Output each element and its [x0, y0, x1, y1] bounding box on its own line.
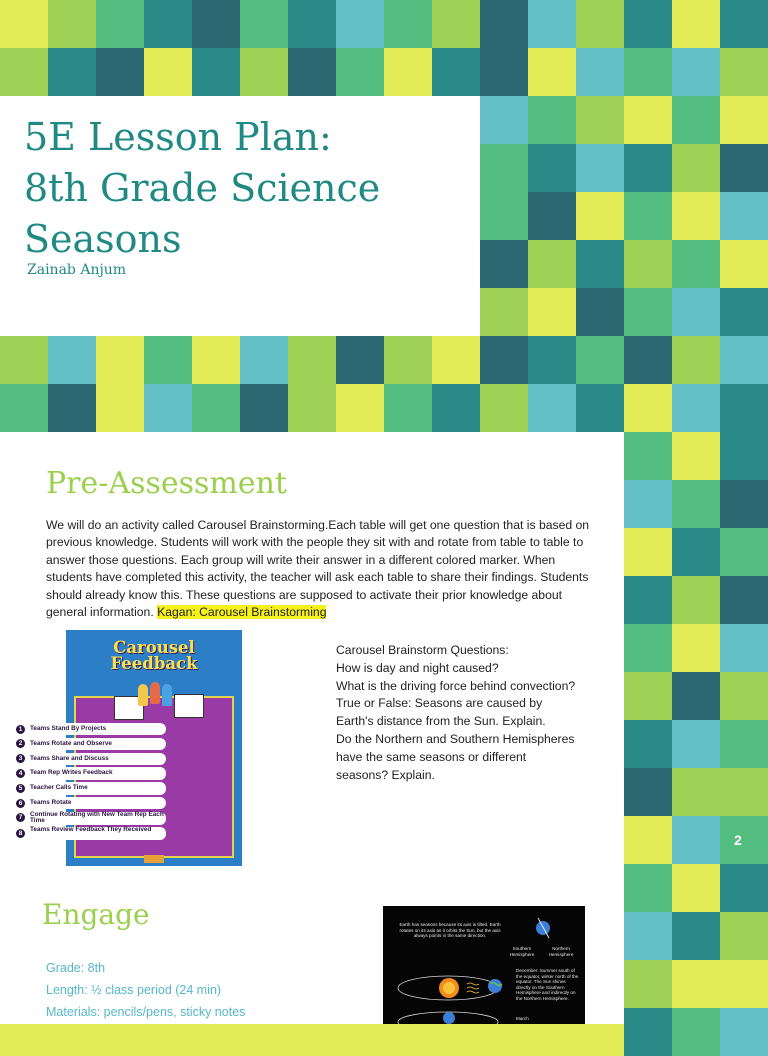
mosaic-tile	[720, 816, 768, 864]
mosaic-tile	[720, 48, 768, 96]
mosaic-tile	[624, 144, 672, 192]
poster-step-number: 6	[16, 799, 25, 808]
mosaic-tile	[96, 48, 144, 96]
mosaic-tile	[576, 240, 624, 288]
mosaic-tile	[0, 336, 48, 384]
title-line-1: 5E Lesson Plan:	[24, 115, 332, 159]
mosaic-tile	[720, 576, 768, 624]
march-note: March	[516, 1016, 529, 1021]
mosaic-tile	[480, 96, 528, 144]
mosaic-tile	[624, 816, 672, 864]
poster-step	[14, 753, 166, 765]
mosaic-tile	[480, 0, 528, 48]
seasons-diagram	[383, 906, 585, 1024]
mosaic-tile	[720, 336, 768, 384]
southern-hemisphere-label: Southern Hemisphere	[509, 946, 535, 957]
engage-details	[46, 957, 245, 1023]
mosaic-tile	[672, 144, 720, 192]
engage-grade: Grade: 8th	[46, 961, 106, 975]
mosaic-tile	[336, 0, 384, 48]
mosaic-tile	[336, 384, 384, 432]
mosaic-tile	[384, 336, 432, 384]
mosaic-tile	[624, 672, 672, 720]
mosaic-tile	[576, 48, 624, 96]
mosaic-tile	[432, 0, 480, 48]
mosaic-tile	[528, 192, 576, 240]
mosaic-tile	[192, 336, 240, 384]
mosaic-tile	[624, 480, 672, 528]
mosaic-tile	[576, 96, 624, 144]
mosaic-tile	[528, 144, 576, 192]
mosaic-tile	[240, 48, 288, 96]
mosaic-tile	[672, 336, 720, 384]
mosaic-tile	[0, 48, 48, 96]
mosaic-tile	[480, 192, 528, 240]
mosaic-tile	[720, 672, 768, 720]
poster-step-text: Teams Stand By Projects	[30, 725, 107, 732]
poster-step-text: Teams Share and Discuss	[30, 754, 109, 762]
mosaic-tile	[576, 336, 624, 384]
sun-core	[443, 982, 455, 994]
engage-length: Length: ½ class period (24 min)	[46, 983, 222, 997]
mosaic-tile	[96, 384, 144, 432]
mosaic-tile	[528, 336, 576, 384]
poster-step-text: Teams Rotate and Observe	[30, 739, 112, 747]
mosaic-tile	[432, 48, 480, 96]
poster-step-number: 4	[16, 769, 25, 778]
engage-heading: Engage	[42, 898, 150, 931]
page-number: 2	[734, 832, 742, 848]
poster-step-number: 3	[16, 754, 25, 763]
mosaic-tile	[624, 384, 672, 432]
mosaic-tile	[192, 384, 240, 432]
mosaic-tile	[720, 288, 768, 336]
mosaic-tile	[624, 720, 672, 768]
mosaic-tile	[192, 48, 240, 96]
question-line: True or False: Seasons are caused by	[336, 696, 543, 711]
poster-title-line-2: Feedback	[110, 654, 198, 673]
poster-steps-list	[14, 723, 166, 842]
poster-step-text: Teams Rotate	[30, 798, 72, 806]
mosaic-tile	[624, 528, 672, 576]
mosaic-tile	[720, 384, 768, 432]
mosaic-tile	[720, 192, 768, 240]
mosaic-tile	[720, 432, 768, 480]
mosaic-tile	[480, 384, 528, 432]
mosaic-tile	[672, 768, 720, 816]
mosaic-tile	[672, 576, 720, 624]
mosaic-tile	[624, 240, 672, 288]
earth-tilt-icon	[536, 921, 550, 935]
december-note: December: Summer south of the equator, winter north of the equator. The Sun shines directly on the Southern Hemisphere and indirectly on the Northern Hemisphere.	[516, 968, 579, 1001]
poster-step	[14, 797, 166, 809]
mosaic-tile	[672, 960, 720, 1008]
mosaic-tile	[96, 0, 144, 48]
poster-step-text: Continue Rotating with New Team Rep Each Time	[30, 810, 164, 825]
poster-title-line-1: Carousel	[113, 638, 195, 657]
pre-assessment-paragraph	[46, 517, 598, 621]
poster-person	[150, 682, 160, 704]
mosaic-tile	[720, 96, 768, 144]
mosaic-tile	[672, 864, 720, 912]
mosaic-tile	[624, 768, 672, 816]
poster-step	[14, 723, 166, 735]
question-line: Do the Northern and Southern Hemispheres	[336, 731, 575, 746]
mosaic-tile	[720, 912, 768, 960]
title-line-2: 8th Grade Science	[24, 166, 381, 210]
mosaic-tile	[288, 384, 336, 432]
mosaic-tile	[720, 960, 768, 1008]
question-line: Earth's distance from the Sun. Explain.	[336, 714, 546, 729]
sun-rays	[467, 983, 479, 993]
poster-step	[14, 827, 166, 840]
mosaic-tile	[672, 96, 720, 144]
poster-step-number: 2	[16, 739, 25, 748]
mosaic-tile	[624, 576, 672, 624]
mosaic-tile	[144, 48, 192, 96]
mosaic-tile	[576, 192, 624, 240]
mosaic-tile	[384, 0, 432, 48]
mosaic-tile	[0, 384, 48, 432]
poster-step-number: 5	[16, 784, 25, 793]
mosaic-tile	[624, 960, 672, 1008]
mosaic-tile	[672, 240, 720, 288]
mosaic-tile	[480, 336, 528, 384]
mosaic-tile	[288, 0, 336, 48]
poster-step-text: Teams Review Feedback They Received	[30, 826, 152, 834]
kagan-link[interactable]: Kagan: Carousel Brainstorming	[157, 605, 327, 620]
mosaic-tile	[672, 912, 720, 960]
mosaic-tile	[144, 384, 192, 432]
mosaic-tile	[240, 336, 288, 384]
mosaic-tile	[528, 96, 576, 144]
mosaic-tile	[624, 336, 672, 384]
mosaic-tile	[432, 384, 480, 432]
mosaic-tile	[672, 480, 720, 528]
mosaic-tile	[576, 144, 624, 192]
mosaic-tile	[624, 48, 672, 96]
mosaic-tile	[720, 1008, 768, 1056]
northern-hemisphere-label: Northern Hemisphere	[548, 946, 574, 957]
mosaic-tile	[624, 864, 672, 912]
diagram-graphics	[383, 906, 585, 1024]
mosaic-tile	[624, 1008, 672, 1056]
mosaic-tile	[528, 0, 576, 48]
mosaic-tile	[624, 0, 672, 48]
mosaic-tile	[480, 240, 528, 288]
mosaic-tile	[528, 384, 576, 432]
mosaic-tile	[96, 336, 144, 384]
mosaic-tile	[480, 48, 528, 96]
mosaic-tile	[288, 336, 336, 384]
mosaic-tile	[672, 624, 720, 672]
mosaic-tile	[144, 0, 192, 48]
poster-step	[14, 812, 166, 825]
mosaic-tile	[576, 288, 624, 336]
mosaic-tile	[48, 384, 96, 432]
mosaic-tile	[48, 0, 96, 48]
mosaic-tile	[624, 912, 672, 960]
mosaic-tile	[528, 48, 576, 96]
pre-assessment-heading: Pre-Assessment	[46, 466, 287, 501]
question-line: How is day and night caused?	[336, 660, 499, 675]
mosaic-tile	[720, 528, 768, 576]
mosaic-tile	[576, 0, 624, 48]
mosaic-tile	[144, 336, 192, 384]
poster-step	[14, 782, 166, 794]
mosaic-tile	[672, 0, 720, 48]
poster-step-number: 1	[16, 725, 25, 734]
mosaic-tile	[672, 432, 720, 480]
engage-materials: Materials: pencils/pens, sticky notes	[46, 1005, 246, 1019]
mosaic-tile	[720, 720, 768, 768]
mosaic-tile	[672, 816, 720, 864]
poster-step	[14, 767, 166, 779]
question-line: seasons? Explain.	[336, 767, 435, 782]
mosaic-tile	[672, 672, 720, 720]
mosaic-tile	[48, 336, 96, 384]
mosaic-tile	[624, 432, 672, 480]
mosaic-tile	[240, 384, 288, 432]
mosaic-tile	[576, 384, 624, 432]
mosaic-tile	[480, 288, 528, 336]
mosaic-tile	[240, 0, 288, 48]
title-line-3: Seasons	[24, 217, 182, 261]
mosaic-tile	[528, 288, 576, 336]
mosaic-tile	[336, 48, 384, 96]
poster-person	[162, 684, 172, 706]
page-title	[24, 112, 464, 265]
mosaic-tile	[720, 864, 768, 912]
mosaic-tile	[672, 528, 720, 576]
mosaic-tile	[336, 336, 384, 384]
mosaic-tile	[720, 624, 768, 672]
paragraph-text: We will do an activity called Carousel Brainstorming.Each table will get one question that is based on previous knowledge. Students will work with the people they sit with and rotate from table to table to answer those questions. Each group will write their answer in a different colored marker. When students have completed this activity, the teacher will ask each table to share their findings. Students should already know this. These questions are supposed to activate their prior knowledge about general information.	[46, 518, 590, 620]
mosaic-tile	[720, 0, 768, 48]
poster-step	[14, 738, 166, 750]
mosaic-tile	[48, 48, 96, 96]
mosaic-tile	[720, 144, 768, 192]
poster-step-number: 8	[16, 829, 25, 838]
poster-board	[174, 694, 204, 718]
mosaic-tile	[624, 624, 672, 672]
earth-icon	[443, 1012, 455, 1024]
mosaic-tile	[672, 288, 720, 336]
mosaic-tile	[624, 192, 672, 240]
mosaic-tile	[288, 48, 336, 96]
questions-heading: Carousel Brainstorm Questions:	[336, 643, 509, 657]
mosaic-tile	[720, 768, 768, 816]
mosaic-tile	[624, 288, 672, 336]
mosaic-tile	[384, 384, 432, 432]
mosaic-tile	[480, 144, 528, 192]
poster-title	[66, 640, 242, 672]
mosaic-tile	[720, 240, 768, 288]
author-name: Zainab Anjum	[27, 262, 127, 278]
mosaic-tile	[0, 0, 48, 48]
poster-logo	[144, 855, 164, 863]
question-line: What is the driving force behind convection?	[336, 678, 576, 693]
mosaic-tile	[672, 48, 720, 96]
brainstorm-questions	[336, 642, 606, 784]
mosaic-tile	[528, 240, 576, 288]
question-line: have the same seasons or different	[336, 749, 527, 764]
poster-person	[138, 684, 148, 706]
mosaic-tile	[720, 480, 768, 528]
poster-step-text: Team Rep Writes Feedback	[30, 769, 113, 777]
poster-step-text: Teacher Calls Time	[30, 784, 88, 792]
mosaic-tile	[192, 0, 240, 48]
mosaic-tile	[672, 720, 720, 768]
mosaic-tile	[672, 1008, 720, 1056]
mosaic-tile	[672, 192, 720, 240]
diagram-caption: Earth has seasons because its axis is tilted. Earth rotates on its axis as it orbits the Sun, but the axis always points in the same direction.	[399, 922, 501, 939]
mosaic-tile	[384, 48, 432, 96]
mosaic-tile	[672, 384, 720, 432]
mosaic-tile	[624, 96, 672, 144]
mosaic-tile	[432, 336, 480, 384]
poster-step-number: 7	[16, 813, 25, 822]
